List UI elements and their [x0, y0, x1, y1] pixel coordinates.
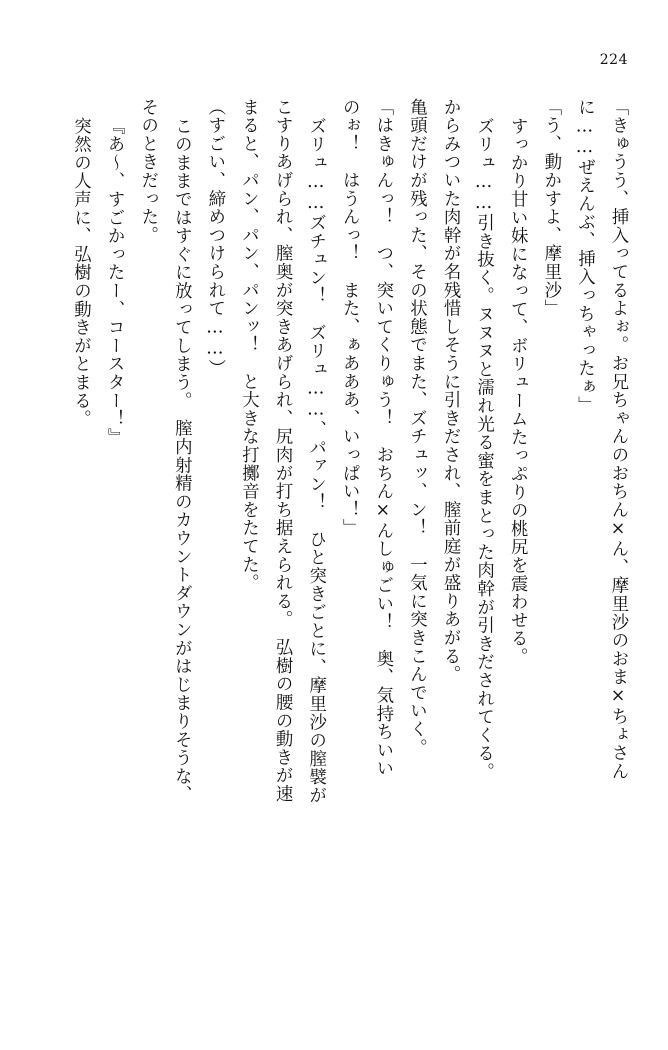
text-line: 「はきゅんっ！ つ、突いてくりゅう！ おちん×んしゅごい！ 奥、気持ちいい [372, 98, 393, 778]
text-line: に……ぜえんぶ、挿入っちゃったぁ」 [574, 98, 595, 415]
text-line: 「う、動かすよ、摩里沙」 [540, 98, 561, 318]
text-line: からみついた肉幹が名残惜しそうに引きだされ、膣前庭が盛りあがる。 [440, 98, 461, 684]
page-number: 224 [599, 52, 628, 68]
vertical-text-body [36, 98, 634, 1010]
text-line: このままではすぐに放ってしまう。 膣内射精のカウントダウンがはじまりそうな、 [171, 117, 192, 804]
text-line: 突然の人声に、弘樹の動きがとまる。 [70, 117, 91, 429]
text-line: 『あ～、すごかったー、コースター！』 [104, 117, 125, 447]
text-line: すっかり甘い妹になって、ボリュームたっぷりの桃尻を震わせる。 [507, 117, 528, 666]
text-line: 亀頭だけが残った、その状態でまた、ズチュッ、ン！ 一気に突きこんでいく。 [406, 98, 427, 757]
text-line: （すごい、締めつけられて……） [204, 98, 225, 378]
text-line: ズリュ……ズチュン！ ズリュ……、パァン！ ひと突きごとに、摩里沙の膣襞が [305, 117, 326, 805]
text-line: 「きゅうう、挿入ってるよぉ。お兄ちゃんのおちん×ん、摩里沙のおま×ちょさん [608, 98, 628, 781]
text-line: そのときだった。 [137, 98, 158, 245]
text-line: のぉ！ はうんっ！ また、ぁあああ、いっぱい！」 [339, 98, 360, 538]
text-line: まると、パン、パン、パンッ！ と大きな打擲音をたてた。 [238, 98, 259, 593]
text-line: ズリュ……引き抜く。ヌヌヌと濡れ光る蜜をまとった肉幹が引きだされてくる。 [473, 117, 494, 781]
text-line: こすりあげられ、膣奥が突きあげられ、尻肉が打ち据えられる。 弘樹の腰の動きが速 [272, 98, 293, 803]
